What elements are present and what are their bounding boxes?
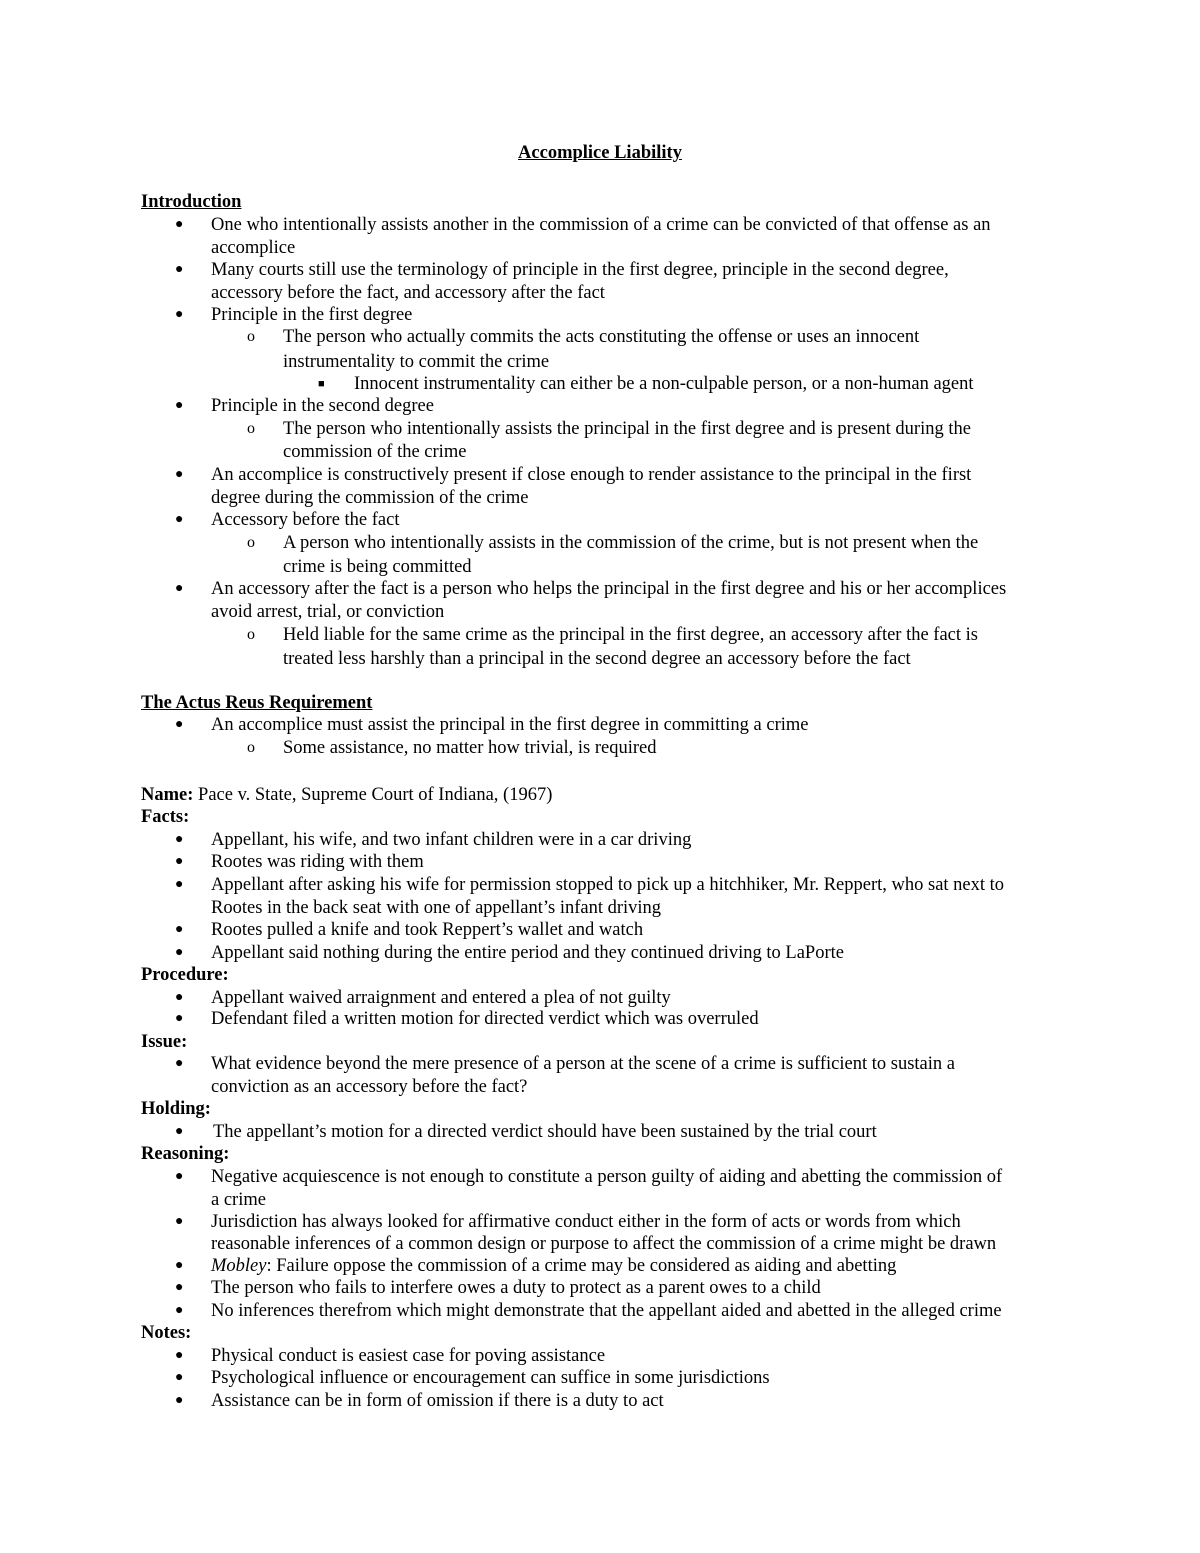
bullet-marker: ● <box>175 1258 184 1273</box>
issue-label: Issue: <box>141 1032 188 1052</box>
bullet-marker: ● <box>175 1214 184 1229</box>
bullet-text: degree during the commission of the crime <box>211 488 529 508</box>
bullet-text: Physical conduct is easiest case for poving assistance <box>211 1346 606 1366</box>
bullet-text: Defendant filed a written motion for directed verdict which was overruled <box>211 1009 759 1029</box>
procedure-label: Procedure: <box>141 965 229 985</box>
bullet-text: Jurisdiction has always looked for affirmative conduct either in the form of acts or words from which <box>211 1212 961 1232</box>
sub-sub-bullet-marker: ■ <box>318 378 325 390</box>
bullet-text: Psychological influence or encouragement can suffice in some jurisdictions <box>211 1368 770 1388</box>
bullet-text: conviction as an accessory before the fact? <box>211 1077 528 1097</box>
sub-bullet-text: Held liable for the same crime as the principal in the first degree, an accessory after the fact is <box>283 625 978 645</box>
case-citation: Mobley <box>211 1256 267 1276</box>
sub-bullet-marker: o <box>247 626 255 643</box>
bullet-marker: ● <box>175 262 184 277</box>
bullet-text: Rootes was riding with them <box>211 852 424 872</box>
facts-label: Facts: <box>141 807 190 827</box>
bullet-marker: ● <box>175 1124 184 1139</box>
bullet-text: Principle in the second degree <box>211 396 434 416</box>
bullet-text: The person who fails to interfere owes a duty to protect as a parent owes to a child <box>211 1278 821 1298</box>
bullet-text: a crime <box>211 1190 266 1210</box>
bullet-marker: ● <box>175 467 184 482</box>
sub-bullet-text: treated less harshly than a principal in the second degree an accessory before the fact <box>283 649 911 669</box>
sub-bullet-text: commission of the crime <box>283 442 467 462</box>
bullet-text: accomplice <box>211 238 296 258</box>
bullet-text: The appellant’s motion for a directed verdict should have been sustained by the trial court <box>213 1122 877 1142</box>
bullet-text: An accessory after the fact is a person who helps the principal in the first degree and his or her accomplices <box>211 579 1007 599</box>
case-name-line <box>141 784 552 806</box>
bullet-text: Rootes pulled a knife and took Reppert’s wallet and watch <box>211 920 644 940</box>
bullet-text: No inferences therefrom which might demonstrate that the appellant aided and abetted in the alleged crime <box>211 1301 1002 1321</box>
bullet-marker: ● <box>175 922 184 937</box>
sub-bullet-text: Some assistance, no matter how trivial, is required <box>283 738 657 758</box>
sub-bullet-marker: o <box>247 739 255 756</box>
bullet-text: Assistance can be in form of omission if there is a duty to act <box>211 1391 664 1411</box>
holding-label: Holding: <box>141 1099 211 1119</box>
bullet-marker: ● <box>175 1370 184 1385</box>
sub-bullet-text: A person who intentionally assists in the commission of the crime, but is not present when the <box>283 533 979 553</box>
sub-bullet-marker: o <box>247 420 255 437</box>
bullet-marker: ● <box>175 1280 184 1295</box>
bullet-text: What evidence beyond the mere presence of a person at the scene of a crime is sufficient to sustain a <box>211 1054 955 1074</box>
bullet-text: Appellant waived arraignment and entered a plea of not guilty <box>211 988 671 1008</box>
section-heading-introduction: Introduction <box>141 192 242 212</box>
case-name-value: Pace v. State, Supreme Court of Indiana, (1967) <box>193 785 553 805</box>
bullet-text: An accomplice must assist the principal in the first degree in committing a crime <box>211 715 809 735</box>
sub-bullet-marker: o <box>247 534 255 551</box>
bullet-text: accessory before the fact, and accessory after the fact <box>211 283 605 303</box>
bullet-text: Principle in the first degree <box>211 305 413 325</box>
sub-bullet-text: crime is being committed <box>283 557 472 577</box>
bullet-text: Negative acquiescence is not enough to constitute a person guilty of aiding and abetting the commission of <box>211 1167 1003 1187</box>
bullet-text: Many courts still use the terminology of principle in the first degree, principle in the second degree, <box>211 260 949 280</box>
bullet-marker: ● <box>175 990 184 1005</box>
document-title: Accomplice Liability <box>518 143 682 163</box>
bullet-marker: ● <box>175 512 184 527</box>
bullet-text-rest: : Failure oppose the commission of a crime may be considered as aiding and abetting <box>266 1256 897 1276</box>
case-name-label: Name: <box>141 785 194 805</box>
reasoning-label: Reasoning: <box>141 1144 230 1164</box>
bullet-text: Appellant said nothing during the entire period and they continued driving to LaPorte <box>211 943 844 963</box>
bullet-marker: ● <box>175 877 184 892</box>
bullet-marker: ● <box>175 854 184 869</box>
bullet-text: Appellant, his wife, and two infant children were in a car driving <box>211 830 692 850</box>
bullet-text: Accessory before the fact <box>211 510 400 530</box>
bullet-marker: ● <box>175 945 184 960</box>
bullet-marker: ● <box>175 1169 184 1184</box>
bullet-marker: ● <box>175 1348 184 1363</box>
bullet-marker: ● <box>175 1056 184 1071</box>
bullet-marker: ● <box>175 1011 184 1026</box>
bullet-marker: ● <box>175 581 184 596</box>
bullet-marker: ● <box>175 307 184 322</box>
bullet-text: Rootes in the back seat with one of appellant’s infant driving <box>211 898 662 918</box>
bullet-text <box>211 1255 896 1277</box>
bullet-text: avoid arrest, trial, or conviction <box>211 602 445 622</box>
bullet-marker: ● <box>175 217 184 232</box>
sub-bullet-text: The person who intentionally assists the principal in the first degree and is present during the <box>283 419 971 439</box>
sub-bullet-text: instrumentality to commit the crime <box>283 352 550 372</box>
notes-label: Notes: <box>141 1323 192 1343</box>
bullet-marker: ● <box>175 1303 184 1318</box>
bullet-marker: ● <box>175 398 184 413</box>
sub-bullet-text: The person who actually commits the acts constituting the offense or uses an innocent <box>283 327 920 347</box>
sub-bullet-marker: o <box>247 328 255 345</box>
bullet-marker: ● <box>175 1393 184 1408</box>
bullet-marker: ● <box>175 832 184 847</box>
bullet-text: One who intentionally assists another in the commission of a crime can be convicted of that offense as an <box>211 215 991 235</box>
bullet-marker: ● <box>175 717 184 732</box>
bullet-text: reasonable inferences of a common design or purpose to affect the commission of a crime might be drawn <box>211 1234 997 1254</box>
section-heading-actus-reus: The Actus Reus Requirement <box>141 693 373 713</box>
bullet-text: An accomplice is constructively present if close enough to render assistance to the principal in the first <box>211 465 972 485</box>
bullet-text: Appellant after asking his wife for permission stopped to pick up a hitchhiker, Mr. Reppert, who sat next to <box>211 875 1005 895</box>
sub-sub-bullet-text: Innocent instrumentality can either be a non-culpable person, or a non-human agent <box>354 374 974 394</box>
